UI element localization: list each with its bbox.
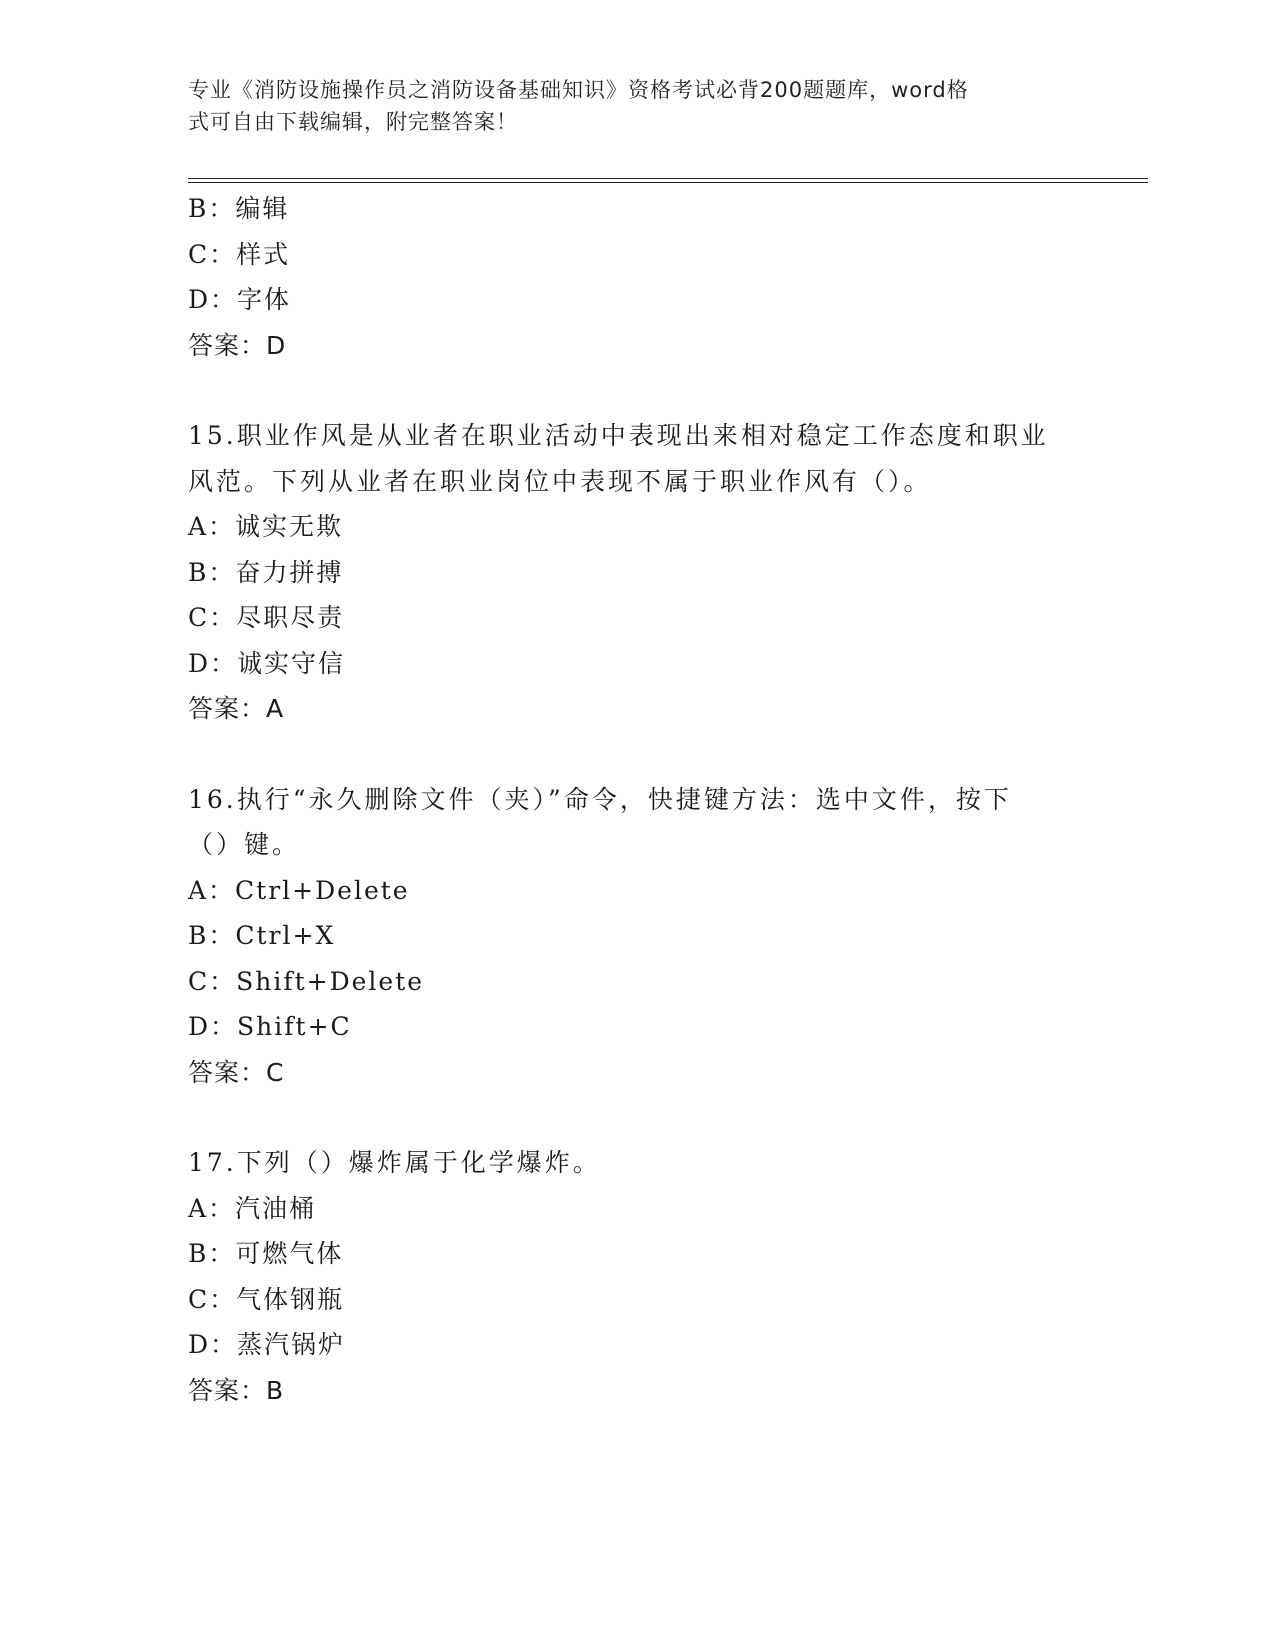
question-17 (188, 1140, 1088, 1413)
header-line-2: 式可自由下载编辑，附完整答案！ (188, 110, 518, 134)
question-stem (188, 1140, 1068, 1186)
question-stem (188, 777, 1068, 868)
answer-line: 答案：B (188, 1375, 285, 1405)
header-line-1: 专业《消防设施操作员之消防设备基础知识》资格考试必背200题题库，word格 (188, 78, 969, 102)
page-header (188, 74, 1068, 138)
question-stem-line-2: 风范。下列从业者在职业岗位中表现不属于职业作风有（）。 (188, 466, 932, 496)
option-a: A：诚实无欺 (188, 512, 344, 541)
option-b: B：编辑 (188, 194, 290, 223)
option-d: D：蒸汽锅炉 (188, 1330, 346, 1359)
answer-line: 答案：D (188, 330, 287, 360)
question-stem-line-1: 17.下列（）爆炸属于化学爆炸。 (188, 1148, 601, 1177)
option-b: B：Ctrl+X (188, 921, 336, 950)
answer-line: 答案：C (188, 1057, 285, 1087)
option-a: A：Ctrl+Delete (188, 875, 410, 905)
option-c: C：尽职尽责 (188, 603, 345, 632)
question-16 (188, 777, 1088, 1096)
option-d: D：字体 (188, 285, 292, 314)
option-b: B：可燃气体 (188, 1239, 344, 1268)
option-d: D：诚实守信 (188, 648, 346, 678)
answer-line: 答案：A (188, 694, 285, 723)
option-a: A：汽油桶 (188, 1193, 317, 1223)
question-stem (188, 413, 1068, 504)
question-stem-line-1: 16.执行“永久删除文件（夹）”命令，快捷键方法：选中文件，按下 (188, 784, 1012, 814)
option-c: C：样式 (188, 239, 291, 269)
option-b: B：奋力拼搏 (188, 557, 344, 587)
previous-question-tail (188, 186, 1088, 368)
header-double-rule (188, 178, 1148, 183)
question-15 (188, 413, 1088, 732)
document-body (188, 186, 1088, 1413)
question-stem-line-1: 15.职业作风是从业者在职业活动中表现出来相对稳定工作态度和职业 (188, 421, 1049, 450)
option-d: D：Shift+C (188, 1012, 352, 1041)
option-c: C：Shift+Delete (188, 966, 425, 996)
question-stem-line-2: （）键。 (188, 830, 301, 859)
option-c: C：气体钢瓶 (188, 1284, 345, 1314)
